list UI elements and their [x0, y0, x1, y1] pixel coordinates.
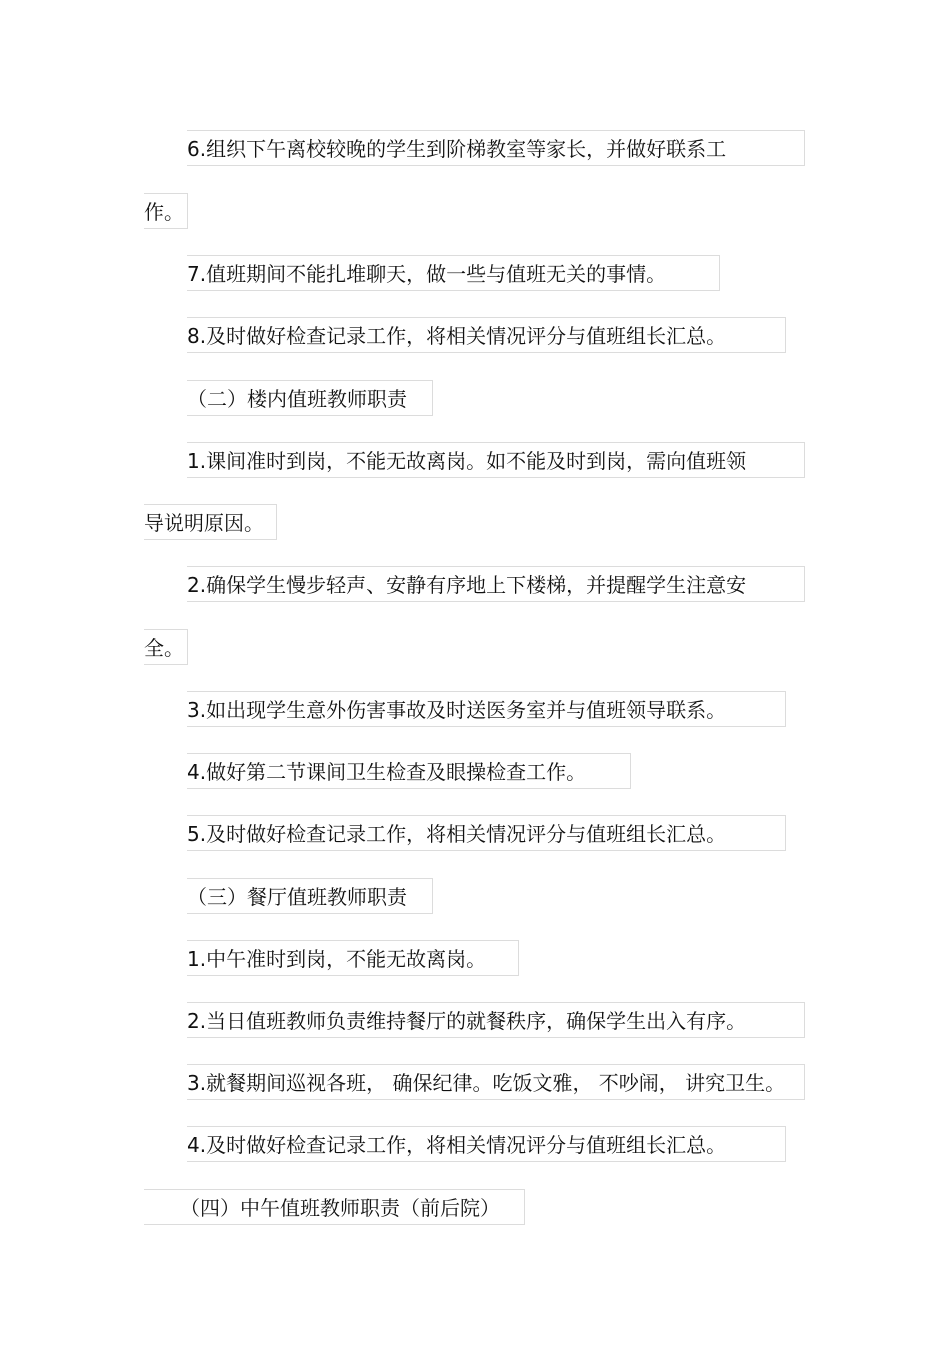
duty-item-8: 8.及时做好检查记录工作，将相关情况评分与值班组长汇总。	[187, 317, 786, 353]
section-heading-4: （四）中午值班教师职责（前后院）	[144, 1189, 525, 1225]
duty-item-6-line2: 作。	[144, 193, 188, 229]
section-heading-3: （三）餐厅值班教师职责	[187, 878, 433, 914]
canteen-duty-item-2: 2.当日值班教师负责维持餐厅的就餐秩序，确保学生出入有序。	[187, 1002, 805, 1038]
floor-duty-item-1-line1: 1.课间准时到岗，不能无故离岗。如不能及时到岗，需向值班领	[187, 442, 805, 478]
floor-duty-item-2-line2: 全。	[144, 629, 188, 665]
floor-duty-item-4: 4.做好第二节课间卫生检查及眼操检查工作。	[187, 753, 631, 789]
canteen-duty-item-3: 3.就餐期间巡视各班， 确保纪律。吃饭文雅， 不吵闹， 讲究卫生。	[187, 1064, 805, 1100]
section-heading-2: （二）楼内值班教师职责	[187, 380, 433, 416]
floor-duty-item-3: 3.如出现学生意外伤害事故及时送医务室并与值班领导联系。	[187, 691, 786, 727]
floor-duty-item-1-line2: 导说明原因。	[144, 504, 277, 540]
canteen-duty-item-4: 4.及时做好检查记录工作，将相关情况评分与值班组长汇总。	[187, 1126, 786, 1162]
duty-item-7: 7.值班期间不能扎堆聊天，做一些与值班无关的事情。	[187, 255, 720, 291]
floor-duty-item-2-line1: 2.确保学生慢步轻声、安静有序地上下楼梯，并提醒学生注意安	[187, 566, 805, 602]
canteen-duty-item-1: 1.中午准时到岗，不能无故离岗。	[187, 940, 519, 976]
duty-item-6-line1: 6.组织下午离校较晚的学生到阶梯教室等家长，并做好联系工	[187, 130, 805, 166]
floor-duty-item-5: 5.及时做好检查记录工作，将相关情况评分与值班组长汇总。	[187, 815, 786, 851]
